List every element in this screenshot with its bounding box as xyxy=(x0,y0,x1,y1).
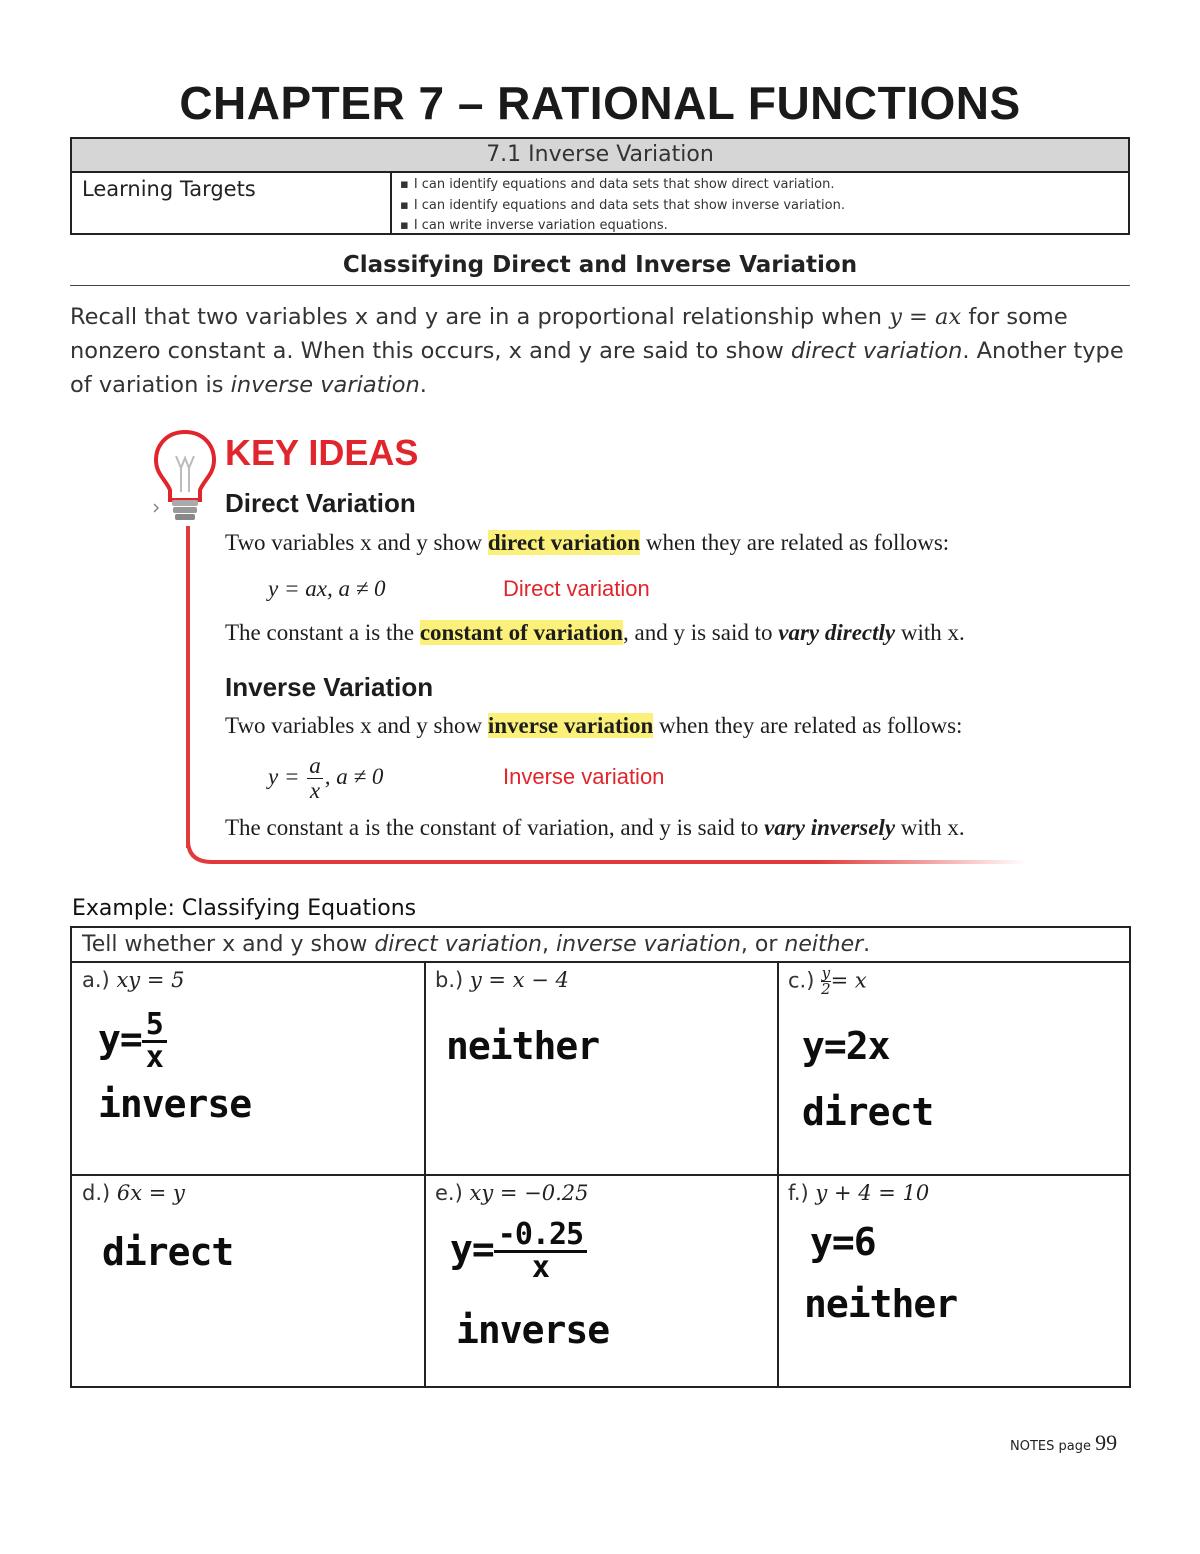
key-ideas-title: KEY IDEAS xyxy=(225,432,419,473)
page-number: 99 xyxy=(1095,1430,1118,1455)
problem-b-equation: y = x − 4 xyxy=(469,968,569,992)
highlight-term: constant of variation xyxy=(419,620,623,645)
example-table xyxy=(70,926,1131,1388)
problem-c-label: c.) $\frac{y}{2}$ = x xyxy=(788,964,867,998)
inverse-constant-text xyxy=(225,815,965,841)
problem-e-equation: xy = −0.25 xyxy=(469,1181,589,1205)
table-divider xyxy=(424,962,426,1386)
targets-list xyxy=(400,175,845,237)
problem-c-answer: direct xyxy=(802,1090,934,1134)
inverse-definition xyxy=(225,713,962,739)
fraction-numerator: 5 xyxy=(142,1010,167,1043)
definition-text: with x. xyxy=(895,815,965,840)
problem-c-work: y=2x xyxy=(802,1024,890,1068)
problem-e-answer: inverse xyxy=(456,1308,610,1352)
intro-text: Recall that two variables x and y are in a proportional relationship when xyxy=(70,304,890,330)
problem-b-label: b.) y = x − 4 xyxy=(435,968,569,992)
definition-text: The constant a is the xyxy=(225,620,420,645)
fraction-numerator: y xyxy=(821,964,831,982)
inverse-variation-heading: Inverse Variation xyxy=(225,672,434,702)
instruction-emphasis: direct variation xyxy=(374,932,542,957)
problem-f-label: f.) y + 4 = 10 xyxy=(788,1181,930,1205)
inverse-equation xyxy=(268,754,383,803)
problem-a-equation: xy = 5 xyxy=(116,968,185,992)
equation-rhs: , a ≠ 0 xyxy=(324,763,384,789)
instruction-text: Tell whether x and y show xyxy=(82,932,375,957)
fraction-numerator: a xyxy=(309,753,321,778)
chapter-title: CHAPTER 7 – RATIONAL FUNCTIONS xyxy=(179,77,1021,129)
section-rule xyxy=(70,285,1130,286)
problem-f-work: y=6 xyxy=(810,1220,876,1264)
intro-text: . Another type of variation is xyxy=(70,338,1124,398)
instruction-emphasis: neither xyxy=(784,932,864,957)
problem-d-equation: 6x = y xyxy=(116,1181,185,1205)
inverse-equation-label: Inverse variation xyxy=(503,764,665,789)
fraction-denominator: 2 xyxy=(821,980,831,998)
equation-fraction xyxy=(307,754,323,803)
table-divider xyxy=(777,962,779,1386)
fraction-denominator: x xyxy=(309,778,321,804)
direct-constant-text xyxy=(225,620,965,646)
work-text: y= xyxy=(450,1227,494,1271)
fraction-denominator: x xyxy=(531,1250,549,1285)
problem-a-work xyxy=(98,1007,167,1075)
problem-e-work xyxy=(450,1217,587,1285)
page-footer xyxy=(1010,1430,1117,1456)
definition-text: , and y is said to xyxy=(622,620,779,645)
target-item: ▪ I can identify equations and data sets that show inverse variation. xyxy=(400,196,845,217)
definition-text: when they are related as follows: xyxy=(640,530,950,555)
instruction-text: , xyxy=(541,932,556,957)
section-heading: 7.1 Inverse Variation xyxy=(72,139,1128,173)
lightbulb-icon xyxy=(152,428,218,528)
highlight-term: inverse variation xyxy=(487,713,654,738)
problem-d-answer: direct xyxy=(102,1230,234,1274)
table-divider xyxy=(72,1174,1129,1176)
emphasis-term: vary directly xyxy=(778,620,896,645)
work-fraction xyxy=(494,1217,587,1285)
example-instruction xyxy=(82,932,870,957)
work-text: y= xyxy=(98,1017,142,1061)
problem-c-equation: = x xyxy=(830,968,867,993)
intro-emphasis: direct variation xyxy=(790,338,963,364)
fraction-numerator: -0.25 xyxy=(494,1220,587,1253)
highlight-term: direct variation xyxy=(487,530,641,555)
instruction-text: , or xyxy=(740,932,785,957)
instruction-text: . xyxy=(863,932,871,957)
intro-emphasis: inverse variation xyxy=(230,372,420,398)
example-title: Example: Classifying Equations xyxy=(72,896,417,921)
problem-f-answer: neither xyxy=(804,1282,958,1326)
fraction-denominator: x xyxy=(145,1040,163,1075)
direct-variation-heading: Direct Variation xyxy=(225,488,416,518)
definition-text: Two variables x and y show xyxy=(225,713,488,738)
problem-e-label: e.) xy = −0.25 xyxy=(435,1181,589,1205)
equation-lhs: y = xyxy=(268,763,300,789)
learning-targets-box xyxy=(70,137,1130,235)
footer-label: NOTES page xyxy=(1010,1439,1091,1454)
problem-a-label: a.) xy = 5 xyxy=(82,968,185,992)
direct-equation-label: Direct variation xyxy=(503,576,650,601)
definition-text: with x. xyxy=(895,620,965,645)
intro-text: . xyxy=(419,372,427,398)
target-item: ▪ I can write inverse variation equations. xyxy=(400,216,845,237)
problem-d-label: d.) 6x = y xyxy=(82,1181,185,1205)
key-ideas-border xyxy=(186,526,190,848)
intro-equation: y = ax xyxy=(889,304,962,330)
problem-b-answer: neither xyxy=(446,1024,600,1068)
target-item: ▪ I can identify equations and data sets that show direct variation. xyxy=(400,175,845,196)
learning-targets-label: Learning Targets xyxy=(82,177,256,201)
work-fraction xyxy=(142,1007,167,1075)
definition-text: Two variables x and y show xyxy=(225,530,488,555)
intro-text: for some nonzero constant a. When this occurs, x and y are said to show xyxy=(70,304,1068,364)
section-title: Classifying Direct and Inverse Variation xyxy=(342,252,858,278)
direct-definition xyxy=(225,530,949,556)
definition-text: when they are related as follows: xyxy=(653,713,963,738)
column-divider xyxy=(390,173,392,233)
problem-f-equation: y + 4 = 10 xyxy=(815,1181,930,1205)
table-divider xyxy=(72,961,1129,963)
problem-a-answer: inverse xyxy=(98,1082,252,1126)
direct-equation: y = ax, a ≠ 0 xyxy=(268,576,386,601)
definition-text: The constant a is the constant of variation, and y is said to xyxy=(225,815,765,840)
intro-paragraph xyxy=(70,300,1140,402)
emphasis-term: vary inversely xyxy=(764,815,896,840)
instruction-emphasis: inverse variation xyxy=(555,932,741,957)
